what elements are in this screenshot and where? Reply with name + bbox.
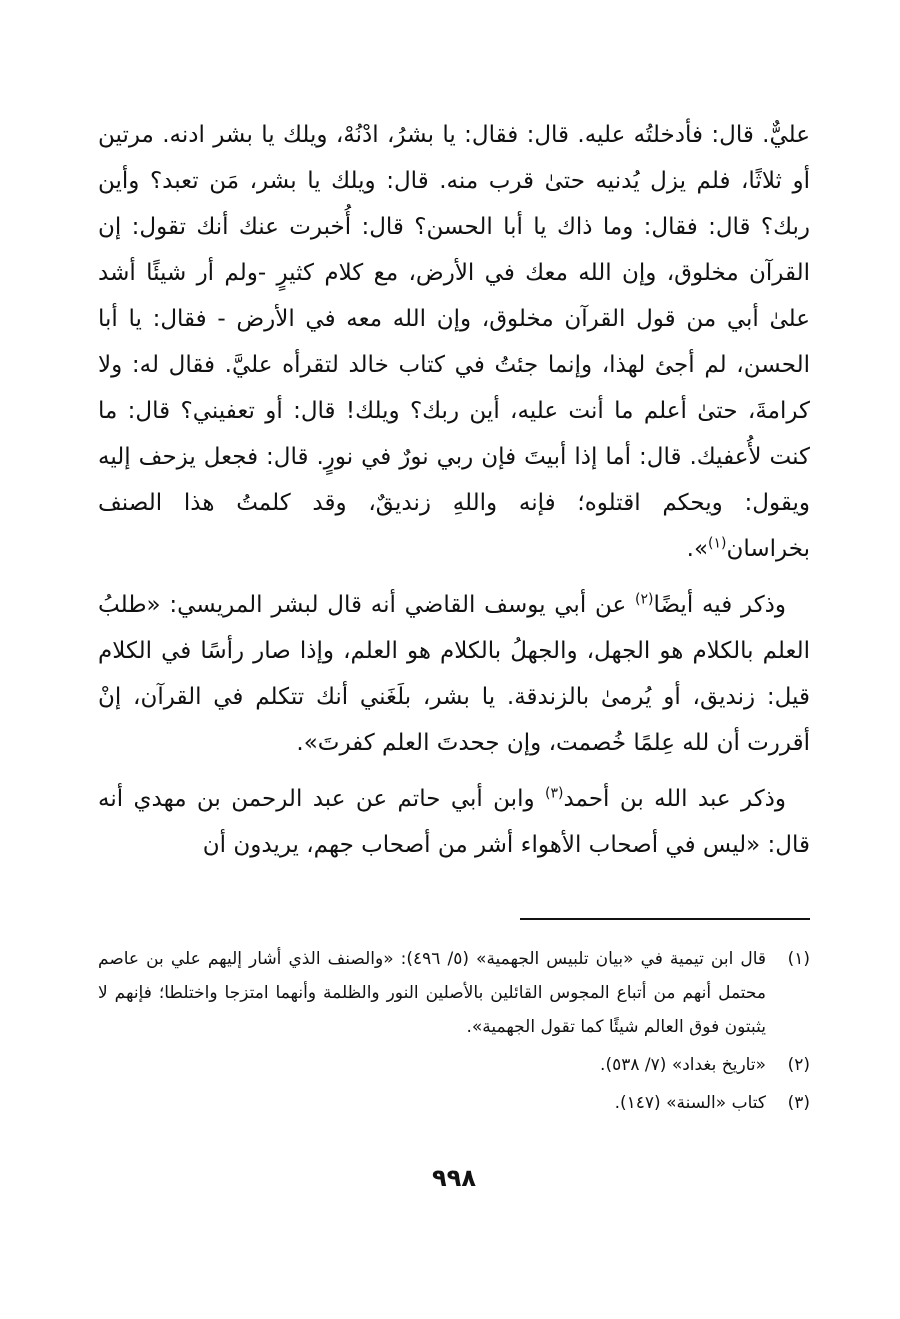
footnote-2-number: (٢) (787, 1055, 810, 1075)
paragraph-3 (98, 776, 810, 868)
footnote-3-text: كتاب «السنة» (١٤٧). (614, 1093, 766, 1113)
footnotes (98, 942, 810, 1120)
page-number: ٩٩٨ (432, 1164, 476, 1192)
paragraph-2-text: وذكر فيه أيضًا (653, 592, 787, 618)
page (98, 112, 810, 1192)
paragraph-2 (98, 582, 810, 766)
paragraph-3-text: وذكر عبد الله بن أحمد (563, 786, 786, 812)
footnote-2 (98, 1048, 810, 1082)
footnote-3 (98, 1086, 810, 1120)
footnote-1-text: قال ابن تيمية في «بيان تلبيس الجهمية» (٥/ ٤٩٦): «والصنف الذي أشار إليهم علي بن عاصم محتمل أنهم من أتباع المجوس القائلين بالأصلين النور والظلمة وأنهما امتزجا واختلطا؛ فإنهم لا يثبتون فوق العالم شيئًا كما تقول الجهمية». (98, 949, 766, 1037)
footnote-ref-1[interactable]: (١) (708, 535, 727, 552)
footnote-1-number: (١) (787, 949, 810, 969)
paragraph-1-text: عليٌّ. قال: فأدخلتُه عليه. قال: فقال: يا بشرُ، ادْنُهْ، ويلك يا بشر ادنه. مرتين أو ثلاثًا، فلم يزل يُدنيه حتىٰ قرب منه. قال: ويلك يا بشر، مَن تعبد؟ وأين ربك؟ قال: فقال: وما ذاك يا أبا الحسن؟ قال: أُخبرت عنك أنك تقول: إن القرآن مخلوق، وإن الله معك في الأرض، مع كلام كثيرٍ -ولم أر شيئًا أشد علىٰ أبي من قول القرآن مخلوق، وإن الله معه في الأرض - فقال: يا أبا الحسن، لم أجئ لهذا، وإنما جئتُ في كتاب خالد لتقرأه عليَّ. فقال له: ولا كرامةَ، حتىٰ أعلم ما أنت عليه، أين ربك؟ ويلك! قال: أو تعفيني؟ قال: ما كنت لأُعفيك. قال: أما إذا أبيتَ فإن ربي نورٌ في نورٍ. قال: فجعل يزحف إليه ويقول: ويحكم اقتلوه؛ فإنه واللهِ زنديقٌ، وقد كلمتُ هذا الصنف بخراسان (98, 122, 810, 562)
main-text (98, 112, 810, 868)
paragraph-1-tail: ». (686, 536, 709, 562)
footnote-ref-2[interactable]: (٢) (635, 591, 654, 608)
footnote-3-number: (٣) (787, 1093, 810, 1113)
paragraph-2-tail: عن أبي يوسف القاضي أنه قال لبشر المريسي: «طلبُ العلم بالكلام هو الجهل، والجهلُ بالكلام هو العلم، وإذا صار رأسًا في الكلام قيل: زنديق، أو يُرمىٰ بالزندقة. يا بشر، بلَغَني أنك تتكلم في القرآن، إنْ أقررت أن لله عِلمًا خُصمت، وإن جحدتَ العلم كفرتَ». (98, 592, 810, 756)
footnote-1 (98, 942, 810, 1044)
paragraph-1 (98, 112, 810, 572)
footnote-divider (520, 918, 810, 920)
paragraph-3-tail: وابن أبي حاتم عن عبد الرحمن بن مهدي أنه قال: «ليس في أصحاب الأهواء أشر من أصحاب جهم، يريدون أن (98, 786, 810, 858)
footnote-ref-3[interactable]: (٣) (544, 785, 564, 802)
footnote-2-text: «تاريخ بغداد» (٧/ ٥٣٨). (600, 1055, 766, 1075)
